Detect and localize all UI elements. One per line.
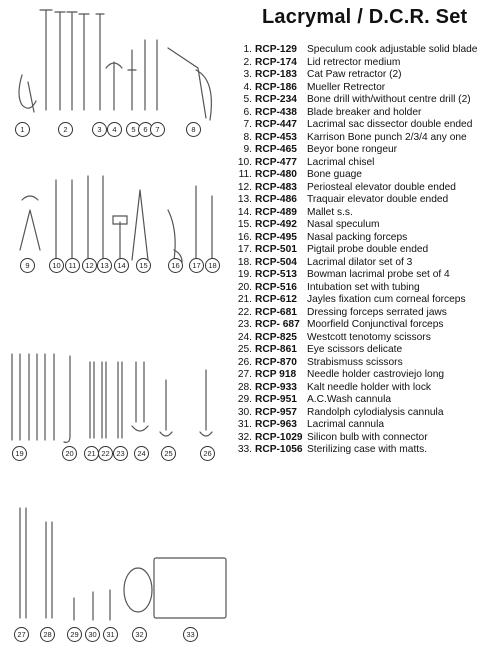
item-number: 15. <box>237 219 252 230</box>
item-number: 21. <box>237 294 252 305</box>
item-number: 18. <box>237 256 252 268</box>
figure-number-badge: 29 <box>67 627 82 642</box>
item-number: 33. <box>237 444 252 455</box>
item-code: RCP-1056 <box>255 444 303 455</box>
item-code: RCP-453 <box>255 131 297 143</box>
figure-number-badge: 21 <box>84 446 99 461</box>
item-description: Cat Paw retractor (2) <box>307 69 402 80</box>
retractor-3 <box>96 14 104 110</box>
item-code: RCP-951 <box>255 394 297 405</box>
item-code: RCP-957 <box>255 406 297 418</box>
item-description: Eye scissors delicate <box>307 344 403 355</box>
figure-number-badge: 5 <box>126 122 141 137</box>
item-code: RCP-870 <box>255 356 297 368</box>
item-number: 14. <box>237 206 252 218</box>
item-code: RCP-234 <box>255 94 297 105</box>
scissors-26 <box>200 370 212 436</box>
item-description: Bone guage <box>307 169 362 180</box>
item-description: Dressing forceps serrated jaws <box>307 306 447 318</box>
figure-number-badge: 25 <box>161 446 176 461</box>
item-number: 26. <box>237 356 252 368</box>
item-description: Moorfield Conjunctival forceps <box>307 319 444 330</box>
figure-number-badge: 6 <box>138 122 153 137</box>
figure-number-badge: 22 <box>98 446 113 461</box>
item-number: 11. <box>238 169 252 180</box>
item-code: RCP-1029 <box>255 431 303 443</box>
figure-number-badge: 23 <box>113 446 128 461</box>
retractor-2a <box>40 10 52 110</box>
figure-number-badge: 19 <box>12 446 27 461</box>
item-description: Jayles fixation cum corneal forceps <box>307 294 466 305</box>
item-description: Lacrimal dilator set of 3 <box>307 256 413 268</box>
retractor-2c <box>67 12 77 110</box>
item-code: RCP 918 <box>255 369 297 380</box>
figure-number-badge: 3 <box>92 122 107 137</box>
forceps-23 <box>118 362 122 438</box>
item-code: RCP-825 <box>255 331 297 343</box>
figure-number-badge: 10 <box>49 258 64 273</box>
item-number: 5. <box>243 94 252 105</box>
rongeur-9 <box>20 196 40 250</box>
item-number: 23. <box>237 319 252 330</box>
item-number: 19. <box>237 269 252 280</box>
retractor-2d <box>79 14 89 110</box>
figure-number-badge: 27 <box>14 627 29 642</box>
item-code: RCP-489 <box>255 206 297 218</box>
figure-number-badge: 17 <box>189 258 204 273</box>
item-number: 29. <box>237 394 252 405</box>
figure-number-badge: 2 <box>58 122 73 137</box>
item-number: 6. <box>243 106 252 118</box>
item-code: RCP-186 <box>255 81 297 93</box>
item-number: 3. <box>243 69 252 80</box>
retractor-4 <box>106 62 122 110</box>
item-code: RCP-438 <box>255 106 297 118</box>
item-number: 1. <box>243 44 252 55</box>
figure-number-badge: 14 <box>114 258 129 273</box>
item-description: Blade breaker and holder <box>307 106 422 118</box>
figure-number-badge: 30 <box>85 627 100 642</box>
item-number: 7. <box>243 119 252 130</box>
item-code: RCP-501 <box>255 244 297 255</box>
item-number: 27. <box>237 369 252 380</box>
figure-number-badge: 18 <box>205 258 220 273</box>
item-description: Intubation set with tubing <box>307 281 420 293</box>
item-number: 9. <box>243 144 252 155</box>
page-title: Lacrymal / D.C.R. Set <box>262 6 468 28</box>
item-code: RCP-513 <box>255 269 297 280</box>
item-code: RCP-447 <box>255 119 297 130</box>
item-code: RCP-129 <box>255 44 297 55</box>
item-description: Beyor bone rongeur <box>307 144 398 155</box>
item-description: Periosteal elevator double ended <box>307 181 456 193</box>
item-number: 25. <box>237 344 252 355</box>
item-number: 13. <box>237 194 252 205</box>
drill-5 <box>128 50 136 110</box>
item-description: Randolph cylodialysis cannula <box>307 406 444 418</box>
item-code: RCP-681 <box>255 306 297 318</box>
item-description: Karrison Bone punch 2/3/4 any one <box>307 131 467 143</box>
item-code: RCP-516 <box>255 281 297 293</box>
item-number: 10. <box>237 156 252 168</box>
figure-number-badge: 4 <box>107 122 122 137</box>
item-number: 12. <box>237 181 252 193</box>
item-code: RCP-183 <box>255 69 297 80</box>
item-number: 32. <box>237 431 252 443</box>
punch-8 <box>168 48 211 120</box>
item-code: RCP-963 <box>255 419 297 430</box>
figure-number-badge: 26 <box>200 446 215 461</box>
item-code: RCP-465 <box>255 144 297 155</box>
item-description: Nasal packing forceps <box>307 231 408 243</box>
figure-number-badge: 8 <box>186 122 201 137</box>
item-code: RCP-483 <box>255 181 297 193</box>
item-code: RCP-933 <box>255 381 297 393</box>
item-number: 30. <box>237 406 252 418</box>
figure-number-badge: 12 <box>82 258 97 273</box>
item-code: RCP-861 <box>255 344 297 355</box>
speculum-15 <box>132 190 148 260</box>
item-description: Sterilizing case with matts. <box>307 444 428 455</box>
probes-19 <box>12 354 54 440</box>
item-code: RCP-504 <box>255 256 297 268</box>
item-code: RCP-492 <box>255 219 297 230</box>
figure-number-badge: 31 <box>103 627 118 642</box>
forceps-22 <box>102 362 106 438</box>
item-number: 2. <box>243 56 252 68</box>
needle-holder-27 <box>20 508 26 618</box>
item-description: Bone drill with/without centre drill (2) <box>307 94 471 105</box>
item-number: 17. <box>237 244 252 255</box>
item-description: Nasal speculum <box>307 219 380 230</box>
item-description: Lacrimal chisel <box>307 156 375 168</box>
item-description: A.C.Wash cannula <box>307 394 391 405</box>
item-description: Lacrimal sac dissector double ended <box>307 119 473 130</box>
item-code: RCP-480 <box>255 169 297 180</box>
item-number: 22. <box>237 306 252 318</box>
item-description: Speculum cook adjustable solid blade <box>307 44 478 55</box>
figure-number-badge: 7 <box>150 122 165 137</box>
retractor-2b <box>55 12 65 110</box>
figure-number-badge: 13 <box>97 258 112 273</box>
item-number: 16. <box>237 231 252 243</box>
figure-number-badge: 20 <box>62 446 77 461</box>
item-description: Kalt needle holder with lock <box>307 381 432 393</box>
item-description: Lid retrector medium <box>307 56 401 68</box>
item-number: 4. <box>243 81 252 93</box>
item-number: 20. <box>237 281 252 293</box>
figure-number-badge: 24 <box>134 446 149 461</box>
item-code: RCP-486 <box>255 194 297 205</box>
item-description: Pigtail probe double ended <box>307 244 429 255</box>
figure-number-badge: 1 <box>15 122 30 137</box>
item-code: RCP-495 <box>255 231 297 243</box>
forceps-16 <box>168 210 182 262</box>
item-number: 24. <box>237 331 252 343</box>
item-code: RCP-612 <box>255 294 297 305</box>
item-code: RCP-477 <box>255 156 297 168</box>
scissors-25 <box>160 380 172 436</box>
figure-number-badge: 9 <box>20 258 35 273</box>
figure-number-badge: 11 <box>65 258 80 273</box>
figure-number-badge: 28 <box>40 627 55 642</box>
case-33 <box>154 558 226 618</box>
item-description: Bowman lacrimal probe set of 4 <box>307 269 450 280</box>
item-description: Strabismuss scissors <box>307 356 403 368</box>
figure-number-badge: 16 <box>168 258 183 273</box>
intubation-20 <box>64 356 70 442</box>
forceps-21 <box>90 362 94 438</box>
item-number: 28. <box>237 381 252 393</box>
item-description: Lacrimal cannula <box>307 419 385 430</box>
figure-number-badge: 15 <box>136 258 151 273</box>
item-code: RCP- 687 <box>255 319 300 330</box>
item-description: Mallet s.s. <box>307 206 353 218</box>
item-description: Silicon bulb with connector <box>307 431 428 443</box>
item-code: RCP-174 <box>255 56 297 68</box>
item-description: Needle holder castroviejo long <box>307 369 445 380</box>
item-number: 8. <box>243 131 252 143</box>
figure-number-badge: 33 <box>183 627 198 642</box>
scissors-24 <box>132 362 148 431</box>
item-number: 31. <box>237 419 252 430</box>
speculum-1 <box>19 75 36 112</box>
item-description: Westcott tenotomy scissors <box>307 331 431 343</box>
mallet-14 <box>113 216 127 260</box>
item-description: Traquair elevator double ended <box>307 194 449 205</box>
item-description: Mueller Retrector <box>307 81 386 93</box>
figure-number-badge: 32 <box>132 627 147 642</box>
needle-holder-28 <box>46 522 52 618</box>
bulb-32 <box>124 568 152 612</box>
